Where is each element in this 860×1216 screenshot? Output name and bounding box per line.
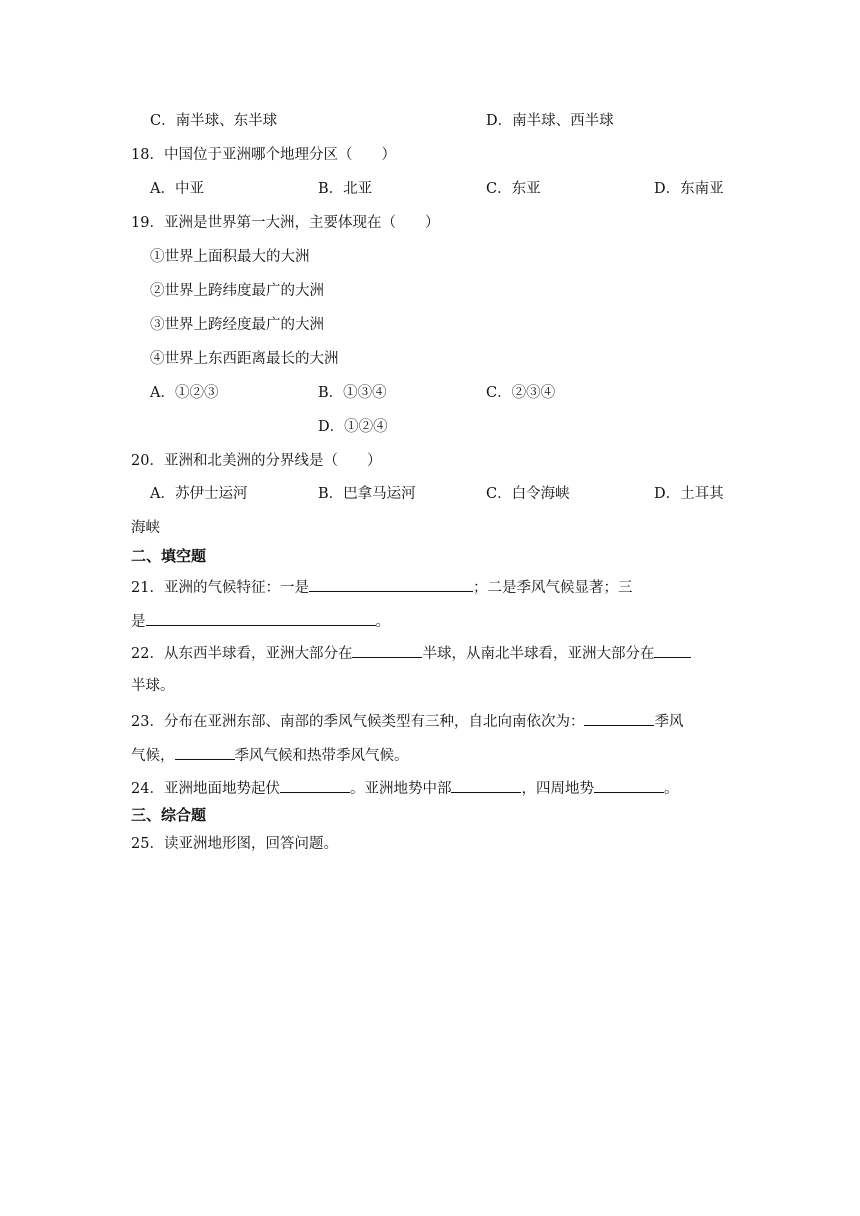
q21-blank-1[interactable] (309, 576, 473, 592)
q23-text-1: 23．分布在亚洲东部、南部的季风气候类型有三种，自北向南依次为： (131, 714, 585, 730)
q23-blank-1[interactable] (584, 710, 654, 726)
q18-option-b: B．北亚 (318, 181, 373, 197)
q24-text-4: 。 (663, 781, 679, 797)
q18-option-d: D．东南亚 (654, 181, 724, 197)
section-heading-comprehensive: 三、综合题 (131, 806, 207, 824)
q20-stem: 20．亚洲和北美洲的分界线是（ ） (131, 453, 382, 469)
q19-option-b: B．①③④ (318, 385, 387, 401)
q19-statement-1: ①世界上面积最大的大洲 (150, 249, 310, 265)
q21-blank-2[interactable] (146, 610, 376, 626)
q18-stem: 18．中国位于亚洲哪个地理分区（ ） (131, 147, 396, 163)
q20-option-b: B．巴拿马运河 (318, 486, 416, 502)
q19-statement-3: ③世界上跨经度最广的大洲 (150, 317, 324, 333)
q20-option-d-wrap: 海峡 (131, 520, 160, 536)
q23-text-2: 季风 (654, 714, 684, 730)
q19-statement-2: ②世界上跨纬度最广的大洲 (150, 283, 324, 299)
q21-line1 (131, 576, 632, 598)
q24-text-1: 24．亚洲地面地势起伏 (131, 781, 280, 797)
q20-option-c: C．白令海峡 (486, 486, 570, 502)
q19-option-a: A．①②③ (150, 385, 219, 401)
q24-blank-3[interactable] (594, 777, 664, 793)
q19-option-d: D．①②④ (318, 419, 388, 435)
q22-text-2: 半球，从南北半球看，亚洲大部分在 (422, 646, 655, 662)
q21-text-4: 。 (375, 614, 390, 630)
section-heading-fill-blank: 二、填空题 (131, 547, 207, 565)
q17-option-c: C．南半球、东半球 (150, 113, 278, 129)
q22-blank-1[interactable] (352, 642, 422, 658)
q22-text-1: 22．从东西半球看，亚洲大部分在 (131, 646, 353, 662)
q22-text-3: 半球。 (131, 678, 175, 694)
q20-option-a: A．苏伊士运河 (150, 486, 248, 502)
q24-blank-2[interactable] (451, 777, 521, 793)
q17-option-d: D．南半球、西半球 (486, 113, 614, 129)
q23-blank-2[interactable] (175, 744, 235, 760)
q20-option-d: D．土耳其 (654, 486, 724, 502)
q21-line2 (131, 610, 390, 632)
q24-line1 (131, 777, 678, 799)
q18-option-a: A．中亚 (150, 181, 204, 197)
q23-line1 (131, 710, 683, 732)
q19-stem: 19．亚洲是世界第一大洲，主要体现在（ ） (131, 215, 440, 231)
q18-option-c: C．东亚 (486, 181, 541, 197)
q21-text-2: ；二是季风气候显著；三 (472, 580, 633, 596)
q22-blank-2[interactable] (654, 642, 691, 658)
q19-option-c: C．②③④ (486, 385, 556, 401)
q22-line1 (131, 642, 691, 664)
q23-text-3: 气候， (131, 748, 175, 764)
q24-blank-1[interactable] (280, 777, 350, 793)
q23-text-4: 季风气候和热带季风气候。 (234, 748, 409, 764)
q21-text-3: 是 (131, 614, 146, 630)
q25-stem: 25．读亚洲地形图，回答问题。 (131, 836, 338, 852)
q19-statement-4: ④世界上东西距离最长的大洲 (150, 351, 339, 367)
q21-text-1: 21．亚洲的气候特征：一是 (131, 580, 309, 596)
q24-text-3: ，四周地势 (521, 781, 594, 797)
q24-text-2: 。亚洲地势中部 (349, 781, 452, 797)
q23-line2 (131, 744, 409, 766)
